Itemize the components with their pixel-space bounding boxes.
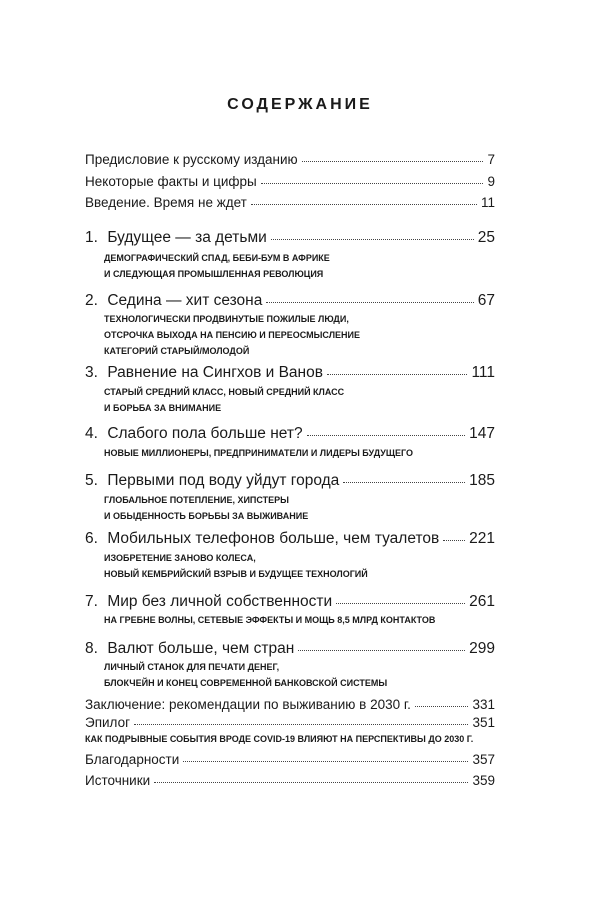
- chapter-subtitle: [104, 384, 494, 416]
- toc-chapter-7[interactable]: [85, 593, 495, 611]
- chapter-label: [85, 472, 339, 490]
- dot-leader: [443, 539, 465, 541]
- chapter-page: 299: [469, 640, 495, 657]
- toc-chapter-4[interactable]: [85, 425, 495, 443]
- dot-leader: [271, 238, 474, 240]
- subtitle-line: ГЛОБАЛЬНОЕ ПОТЕПЛЕНИЕ, ХИПСТЕРЫ: [104, 495, 289, 505]
- entry-label: Благодарности: [85, 752, 180, 767]
- chapter-title: Первыми под воду уйдут города: [107, 472, 340, 489]
- dot-leader: [261, 182, 484, 184]
- toc-entry-conclusion[interactable]: [85, 697, 495, 712]
- dot-leader: [154, 781, 468, 783]
- entry-label: Некоторые факты и цифры: [85, 174, 257, 189]
- chapter-number: 1.: [85, 229, 98, 246]
- chapter-title: Равнение на Сингхов и Ванов: [107, 364, 323, 381]
- chapter-page: 185: [469, 472, 495, 489]
- toc-entry-epilogue[interactable]: [85, 715, 495, 730]
- chapter-number: 5.: [85, 472, 98, 489]
- chapter-number: 6.: [85, 530, 98, 547]
- chapter-subtitle: [104, 311, 494, 359]
- chapter-number: 7.: [85, 593, 98, 610]
- chapter-title: Мир без личной собственности: [107, 593, 333, 610]
- page-title: СОДЕРЖАНИЕ: [227, 96, 373, 113]
- chapter-page: 25: [477, 229, 495, 246]
- entry-label: Заключение: рекомендации по выживанию в 2030 г.: [85, 697, 411, 712]
- chapter-label: [85, 229, 267, 247]
- chapter-page: 261: [469, 593, 495, 610]
- toc-entry-sources[interactable]: [85, 773, 495, 788]
- chapter-title: Будущее — за детьми: [107, 229, 267, 246]
- subtitle-line: НОВЫЙ КЕМБРИЙСКИЙ ВЗРЫВ И БУДУЩЕЕ ТЕХНОЛОГИЙ: [104, 569, 368, 579]
- subtitle-line: ДЕМОГРАФИЧЕСКИЙ СПАД, БЕБИ-БУМ В АФРИКЕ: [104, 253, 330, 263]
- entry-page: 9: [487, 174, 495, 189]
- dot-leader: [327, 373, 467, 375]
- entry-label: Источники: [85, 773, 151, 788]
- entry-label: Введение. Время не ждет: [85, 195, 247, 210]
- chapter-number: 8.: [85, 640, 98, 657]
- dot-leader: [266, 301, 473, 303]
- subtitle-line: НОВЫЕ МИЛЛИОНЕРЫ, ПРЕДПРИНИМАТЕЛИ И ЛИДЕРЫ БУДУЩЕГО: [104, 448, 413, 458]
- toc-chapter-5[interactable]: [85, 472, 495, 490]
- toc-chapter-8[interactable]: [85, 640, 495, 658]
- chapter-title: Слабого пола больше нет?: [107, 425, 303, 442]
- subtitle-line: ОТСРОЧКА ВЫХОДА НА ПЕНСИЮ И ПЕРЕОСМЫСЛЕНИЕ: [104, 330, 360, 340]
- subtitle-line: КАК ПОДРЫВНЫЕ СОБЫТИЯ ВРОДЕ COVID-19 ВЛИЯЮТ НА ПЕРСПЕКТИВЫ ДО 2030 Г.: [85, 734, 474, 744]
- chapter-label: [85, 530, 439, 548]
- chapter-title: Седина — хит сезона: [107, 292, 263, 309]
- entry-page: 359: [472, 773, 495, 788]
- entry-page: 331: [472, 697, 495, 712]
- chapter-page: 147: [469, 425, 495, 442]
- subtitle-line: И БОРЬБА ЗА ВНИМАНИЕ: [104, 403, 222, 413]
- subtitle-line: НА ГРЕБНЕ ВОЛНЫ, СЕТЕВЫЕ ЭФФЕКТЫ И МОЩЬ 8,5 МЛРД КОНТАКТОВ: [104, 615, 436, 625]
- subtitle-line: БЛОКЧЕЙН И КОНЕЦ СОВРЕМЕННОЙ БАНКОВСКОЙ СИСТЕМЫ: [104, 678, 388, 688]
- dot-leader: [307, 434, 466, 436]
- chapter-subtitle: [104, 659, 494, 691]
- chapter-number: 2.: [85, 292, 98, 309]
- chapter-page: 111: [471, 364, 495, 381]
- dot-leader: [343, 481, 465, 483]
- chapter-subtitle: [104, 492, 494, 524]
- chapter-label: [85, 292, 262, 310]
- toc-chapter-3[interactable]: [85, 364, 495, 382]
- chapter-page: 67: [477, 292, 495, 309]
- chapter-label: [85, 364, 323, 382]
- chapter-number: 4.: [85, 425, 98, 442]
- toc-entry-preface[interactable]: [85, 152, 495, 167]
- subtitle-line: И ОБЫДЕННОСТЬ БОРЬБЫ ЗА ВЫЖИВАНИЕ: [104, 511, 309, 521]
- toc-entry-acknowledgements[interactable]: [85, 752, 495, 767]
- dot-leader: [134, 723, 468, 725]
- chapter-subtitle: [104, 550, 494, 582]
- chapter-label: [85, 425, 303, 443]
- chapter-title: Валют больше, чем стран: [107, 640, 295, 657]
- entry-page: 351: [472, 715, 495, 730]
- dot-leader: [298, 649, 465, 651]
- chapter-subtitle: [104, 445, 494, 461]
- chapter-label: [85, 593, 332, 611]
- entry-label: Эпилог: [85, 715, 131, 730]
- entry-label: Предисловие к русскому изданию: [85, 152, 298, 167]
- subtitle-line: ТЕХНОЛОГИЧЕСКИ ПРОДВИНУТЫЕ ПОЖИЛЫЕ ЛЮДИ,: [104, 314, 349, 324]
- toc-entry-facts[interactable]: [85, 174, 495, 189]
- subtitle-line: КАТЕГОРИЙ СТАРЫЙ/МОЛОДОЙ: [104, 346, 250, 356]
- chapter-page: 221: [469, 530, 495, 547]
- dot-leader: [302, 160, 484, 162]
- dot-leader: [251, 203, 477, 205]
- dot-leader: [183, 760, 468, 762]
- dot-leader: [336, 602, 465, 604]
- chapter-label: [85, 640, 294, 658]
- subtitle-line: ЛИЧНЫЙ СТАНОК ДЛЯ ПЕЧАТИ ДЕНЕГ,: [104, 662, 280, 672]
- subtitle-line: И СЛЕДУЮЩАЯ ПРОМЫШЛЕННАЯ РЕВОЛЮЦИЯ: [104, 269, 324, 279]
- toc-chapter-2[interactable]: [85, 292, 495, 310]
- chapter-subtitle: [104, 612, 494, 628]
- toc-entry-introduction[interactable]: [85, 195, 495, 210]
- subtitle-line: ИЗОБРЕТЕНИЕ ЗАНОВО КОЛЕСА,: [104, 553, 256, 563]
- epilogue-subtitle: [85, 731, 495, 747]
- dot-leader: [415, 705, 469, 707]
- chapter-number: 3.: [85, 364, 98, 381]
- entry-page: 357: [472, 752, 495, 767]
- chapter-subtitle: [104, 250, 494, 282]
- chapter-title: Мобильных телефонов больше, чем туалетов: [107, 530, 440, 547]
- subtitle-line: СТАРЫЙ СРЕДНИЙ КЛАСС, НОВЫЙ СРЕДНИЙ КЛАСС: [104, 387, 345, 397]
- toc-chapter-6[interactable]: [85, 530, 495, 548]
- entry-page: 11: [480, 195, 495, 210]
- entry-page: 7: [487, 152, 495, 167]
- toc-chapter-1[interactable]: [85, 229, 495, 247]
